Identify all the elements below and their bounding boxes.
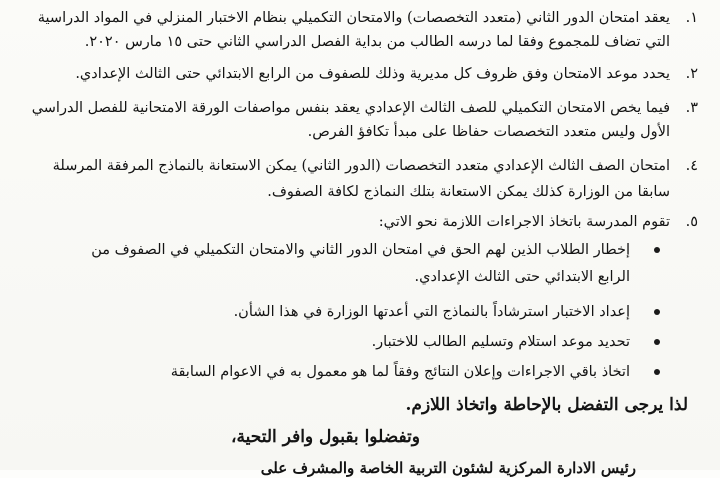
bullet-2-line-1: إعداد الاختبار استرشاداً بالنماذج التي أعدتها الوزارة في هذا الشأن. <box>233 304 630 320</box>
item-3-line-2: الأول وليس متعدد التخصصات حفاظا على مبدأ تكافؤ الفرص. <box>307 124 670 140</box>
bullet-dot <box>654 369 660 375</box>
item-2 <box>22 64 698 86</box>
item-2-line-1: يحدد موعد الامتحان وفق ظروف كل مديرية وذلك للصفوف من الرابع الابتدائي حتى الثالث الإعدادي. <box>75 66 670 82</box>
bullet-item-2 <box>22 302 698 324</box>
item-5-line-1: تقوم المدرسة باتخاذ الاجراءات اللازمة نحو الاتي: <box>378 214 670 230</box>
item-3-number: ٣. <box>685 100 698 116</box>
bullet-item-1 <box>22 240 698 288</box>
item-4-line-1: امتحان الصف الثالث الإعدادي متعدد التخصصات (الدور الثاني) يمكن الاستعانة بالنماذج المرفقة المرسلة <box>52 158 670 174</box>
bullet-dot <box>654 247 660 253</box>
item-3 <box>22 98 698 142</box>
item-5 <box>22 212 698 234</box>
bullet-1-line-1: إخطار الطلاب الذين لهم الحق في امتحان الدور الثاني والامتحان التكميلي في الصفوف من <box>91 242 630 258</box>
item-4-line-2: سابقا من الوزارة كذلك يمكن الاستعانة بتلك النماذج لكافة الصفوف. <box>267 184 670 200</box>
bullet-1-line-2: الرابع الابتدائي حتى الثالث الإعدادي. <box>414 269 630 285</box>
bullet-item-4 <box>22 362 698 384</box>
signature-title: رئيس الادارة المركزية لشئون التربية الخاصة والمشرف على <box>260 459 636 477</box>
item-3-line-1: فيما يخص الامتحان التكميلي للصف الثالث الإعدادي يعقد بنفس مواصفات الورقة الامتحانية للفصل الدراسي <box>31 100 670 116</box>
item-1-line-1: يعقد امتحان الدور الثاني (متعدد التخصصات) والامتحان التكميلي بنظام الاختبار المنزلي في المواد الدراسية <box>37 10 670 26</box>
item-5-number: ٥. <box>685 214 698 230</box>
item-1 <box>22 8 698 52</box>
item-1-line-2: التي تضاف للمجموع وفقا لما درسه الطالب من بداية الفصل الدراسي الثاني حتى ١٥ مارس ٢٠٢٠. <box>84 34 670 50</box>
item-4 <box>22 156 698 200</box>
item-1-number: ١. <box>685 10 698 26</box>
bullet-dot <box>654 339 660 345</box>
closing-request: لذا يرجى التفضل بالإحاطة واتخاذ اللازم. <box>405 395 688 415</box>
bullet-dot <box>654 309 660 315</box>
item-4-number: ٤. <box>685 158 698 174</box>
bullet-3-line-1: تحديد موعد استلام وتسليم الطالب للاختبار. <box>371 334 630 350</box>
greeting-line: وتفضلوا بقبول وافر التحية، <box>231 427 420 447</box>
bullet-4-line-1: اتخاذ باقي الاجراءات وإعلان النتائج وفقاً لما هو معمول به في الاعوام السابقة <box>170 364 630 380</box>
bullet-item-3 <box>22 332 698 354</box>
item-2-number: ٢. <box>685 66 698 82</box>
